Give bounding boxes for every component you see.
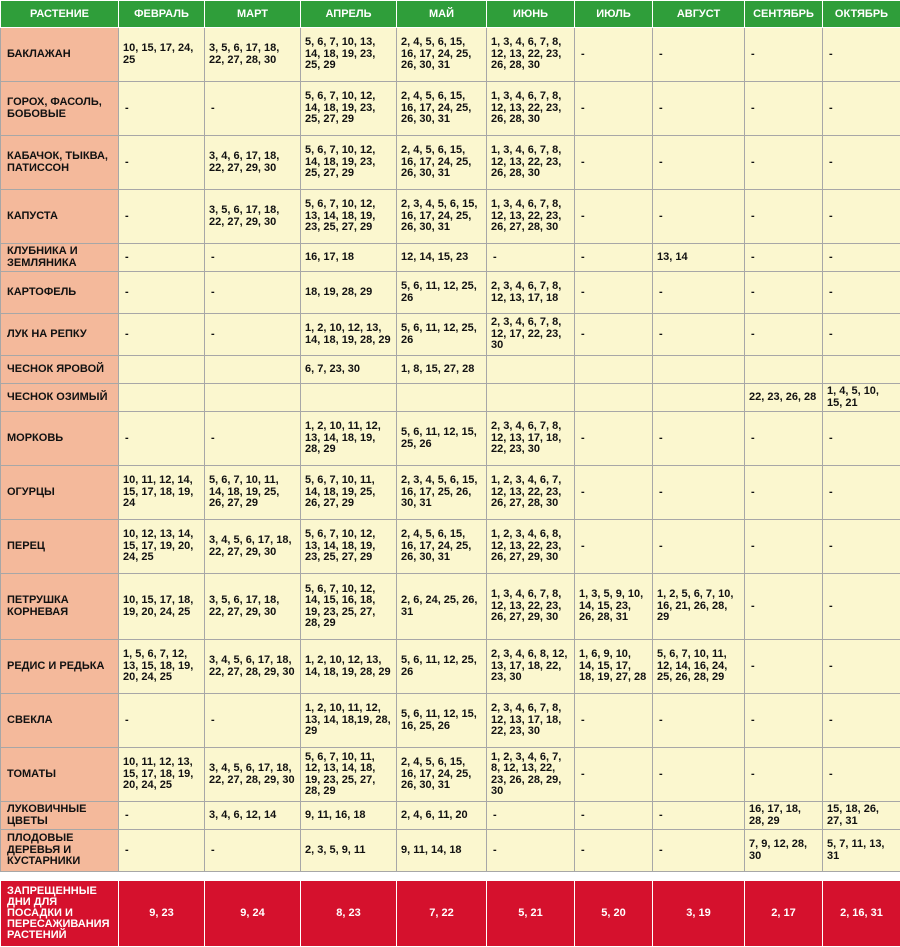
planting-days-cell: - bbox=[487, 244, 575, 272]
planting-days-cell: - bbox=[575, 272, 653, 314]
planting-days-cell: 2, 3, 4, 6, 7, 8, 12, 13, 17, 18, 22, 23, 30 bbox=[487, 412, 575, 466]
table-row bbox=[1, 190, 900, 244]
planting-days-cell: 5, 6, 7, 10, 12, 13, 14, 18, 19, 23, 25, 27, 29 bbox=[301, 520, 397, 574]
planting-days-cell: 2, 3, 4, 6, 7, 8, 12, 13, 17, 18, 22, 23, 30 bbox=[487, 694, 575, 748]
planting-days-cell: - bbox=[575, 28, 653, 82]
planting-days-cell: 1, 3, 4, 6, 7, 8, 12, 13, 22, 23, 26, 28, 30 bbox=[487, 28, 575, 82]
planting-days-cell: - bbox=[823, 640, 900, 694]
planting-days-cell: - bbox=[653, 520, 745, 574]
planting-days-cell: 1, 3, 4, 6, 7, 8, 12, 13, 22, 23, 26, 28, 30 bbox=[487, 136, 575, 190]
planting-days-cell: 1, 8, 15, 27, 28 bbox=[397, 356, 487, 384]
table-row bbox=[1, 748, 900, 802]
forbidden-days-cell: 9, 24 bbox=[205, 881, 301, 947]
planting-days-cell: 2, 3, 4, 6, 8, 12, 13, 17, 18, 22, 23, 30 bbox=[487, 640, 575, 694]
planting-days-cell: 5, 6, 7, 10, 11, 12, 14, 16, 24, 25, 26, 28, 29 bbox=[653, 640, 745, 694]
planting-days-cell: 22, 23, 26, 28 bbox=[745, 384, 823, 412]
planting-days-cell: - bbox=[823, 412, 900, 466]
planting-days-cell: - bbox=[823, 314, 900, 356]
planting-days-cell: - bbox=[653, 694, 745, 748]
table-row bbox=[1, 244, 900, 272]
planting-days-cell: - bbox=[119, 136, 205, 190]
planting-days-cell: - bbox=[823, 28, 900, 82]
planting-days-cell: - bbox=[653, 412, 745, 466]
planting-days-cell bbox=[205, 356, 301, 384]
plant-name: ЧЕСНОК ЯРОВОЙ bbox=[1, 356, 119, 384]
header-month: ИЮЛЬ bbox=[575, 1, 653, 28]
planting-days-cell: - bbox=[823, 82, 900, 136]
planting-days-cell: - bbox=[745, 244, 823, 272]
planting-days-cell: 5, 6, 7, 10, 12, 14, 15, 16, 18, 19, 23, 25, 27, 28, 29 bbox=[301, 574, 397, 640]
planting-days-cell: - bbox=[745, 272, 823, 314]
planting-days-cell: - bbox=[653, 830, 745, 872]
table-row bbox=[1, 574, 900, 640]
planting-days-cell: 3, 5, 6, 17, 18, 22, 27, 29, 30 bbox=[205, 574, 301, 640]
planting-days-cell: - bbox=[575, 694, 653, 748]
planting-days-cell: - bbox=[119, 412, 205, 466]
planting-days-cell: 1, 2, 10, 12, 13, 14, 18, 19, 28, 29 bbox=[301, 314, 397, 356]
table-row bbox=[1, 384, 900, 412]
planting-days-cell: 5, 6, 7, 10, 12, 14, 18, 19, 23, 25, 27, 29 bbox=[301, 136, 397, 190]
plant-name: ОГУРЦЫ bbox=[1, 466, 119, 520]
planting-days-cell: 2, 3, 4, 6, 7, 8, 12, 17, 22, 23, 30 bbox=[487, 314, 575, 356]
forbidden-days-cell: 7, 22 bbox=[397, 881, 487, 947]
planting-days-cell: - bbox=[745, 82, 823, 136]
plant-name: ЧЕСНОК ОЗИМЫЙ bbox=[1, 384, 119, 412]
planting-days-cell: - bbox=[205, 830, 301, 872]
planting-days-cell: - bbox=[119, 802, 205, 830]
forbidden-days-cell: 2, 17 bbox=[745, 881, 823, 947]
planting-days-cell: - bbox=[487, 830, 575, 872]
planting-days-cell: - bbox=[205, 314, 301, 356]
plant-name: ПЕТРУШКА КОРНЕВАЯ bbox=[1, 574, 119, 640]
planting-days-cell: - bbox=[823, 466, 900, 520]
plant-name: КАПУСТА bbox=[1, 190, 119, 244]
plant-name: ЛУК НА РЕПКУ bbox=[1, 314, 119, 356]
planting-days-cell: 1, 3, 5, 9, 10, 14, 15, 23, 26, 28, 31 bbox=[575, 574, 653, 640]
table-row bbox=[1, 136, 900, 190]
planting-days-cell: - bbox=[823, 574, 900, 640]
planting-days-cell: 5, 6, 11, 12, 25, 26 bbox=[397, 272, 487, 314]
planting-days-cell: 9, 11, 14, 18 bbox=[397, 830, 487, 872]
plant-name: ПЕРЕЦ bbox=[1, 520, 119, 574]
planting-days-cell: 1, 4, 5, 10, 15, 21 bbox=[823, 384, 900, 412]
planting-days-cell: 1, 2, 3, 4, 6, 7, 8, 12, 13, 22, 23, 26, 28, 29, 30 bbox=[487, 748, 575, 802]
planting-days-cell: 10, 15, 17, 18, 19, 20, 24, 25 bbox=[119, 574, 205, 640]
planting-days-cell: - bbox=[205, 694, 301, 748]
planting-days-cell: - bbox=[575, 802, 653, 830]
planting-days-cell: 2, 4, 5, 6, 15, 16, 17, 24, 25, 26, 30, 31 bbox=[397, 82, 487, 136]
planting-days-cell bbox=[653, 384, 745, 412]
planting-days-cell: 5, 6, 11, 12, 25, 26 bbox=[397, 640, 487, 694]
plant-name: СВЕКЛА bbox=[1, 694, 119, 748]
planting-days-cell: - bbox=[119, 82, 205, 136]
planting-days-cell: - bbox=[575, 830, 653, 872]
table-row bbox=[1, 802, 900, 830]
planting-days-cell: - bbox=[205, 244, 301, 272]
planting-days-cell: - bbox=[745, 466, 823, 520]
forbidden-days-row bbox=[1, 881, 900, 947]
planting-days-cell: 2, 4, 5, 6, 15, 16, 17, 24, 25, 26, 30, 31 bbox=[397, 748, 487, 802]
forbidden-days-cell: 3, 19 bbox=[653, 881, 745, 947]
table-row bbox=[1, 520, 900, 574]
spacer-row bbox=[1, 872, 900, 881]
planting-days-cell: 1, 3, 4, 6, 7, 8, 12, 13, 22, 23, 26, 27, 28, 30 bbox=[487, 190, 575, 244]
planting-days-cell: 3, 4, 6, 17, 18, 22, 27, 29, 30 bbox=[205, 136, 301, 190]
planting-days-cell: - bbox=[575, 412, 653, 466]
plant-name: ЛУКОВИЧНЫЕ ЦВЕТЫ bbox=[1, 802, 119, 830]
planting-days-cell: 3, 4, 5, 6, 17, 18, 22, 27, 28, 29, 30 bbox=[205, 748, 301, 802]
planting-days-cell: 2, 6, 24, 25, 26, 31 bbox=[397, 574, 487, 640]
forbidden-days-cell: 5, 21 bbox=[487, 881, 575, 947]
plant-name: ГОРОХ, ФАСОЛЬ, БОБОВЫЕ bbox=[1, 82, 119, 136]
planting-days-cell: - bbox=[745, 574, 823, 640]
planting-days-cell: - bbox=[575, 136, 653, 190]
planting-days-cell: 5, 6, 11, 12, 15, 25, 26 bbox=[397, 412, 487, 466]
planting-days-cell: - bbox=[745, 520, 823, 574]
planting-days-cell: 5, 6, 11, 12, 15, 16, 25, 26 bbox=[397, 694, 487, 748]
planting-days-cell: - bbox=[119, 830, 205, 872]
planting-days-cell: 3, 5, 6, 17, 18, 22, 27, 28, 30 bbox=[205, 28, 301, 82]
planting-days-cell: 1, 6, 9, 10, 14, 15, 17, 18, 19, 27, 28 bbox=[575, 640, 653, 694]
table-row bbox=[1, 830, 900, 872]
table-row bbox=[1, 466, 900, 520]
planting-days-cell: - bbox=[575, 466, 653, 520]
planting-days-cell: - bbox=[653, 272, 745, 314]
planting-days-cell: - bbox=[745, 694, 823, 748]
planting-days-cell: 5, 6, 7, 10, 12, 13, 14, 18, 19, 23, 25, 27, 29 bbox=[301, 190, 397, 244]
spacer-cell bbox=[1, 872, 900, 881]
planting-days-cell bbox=[487, 356, 575, 384]
planting-days-cell: - bbox=[745, 314, 823, 356]
planting-days-cell: - bbox=[119, 244, 205, 272]
planting-days-cell: - bbox=[119, 272, 205, 314]
forbidden-days-cell: 9, 23 bbox=[119, 881, 205, 947]
planting-days-cell: 1, 2, 3, 4, 6, 7, 12, 13, 22, 23, 26, 27, 28, 30 bbox=[487, 466, 575, 520]
table-row bbox=[1, 82, 900, 136]
planting-days-cell: 3, 4, 5, 6, 17, 18, 22, 27, 29, 30 bbox=[205, 520, 301, 574]
table-row bbox=[1, 28, 900, 82]
plant-name: РЕДИС И РЕДЬКА bbox=[1, 640, 119, 694]
planting-days-cell: - bbox=[745, 136, 823, 190]
planting-days-cell: 18, 19, 28, 29 bbox=[301, 272, 397, 314]
planting-days-cell: 2, 4, 5, 6, 15, 16, 17, 24, 25, 26, 30, 31 bbox=[397, 520, 487, 574]
planting-days-cell: - bbox=[745, 190, 823, 244]
planting-days-cell: - bbox=[823, 244, 900, 272]
planting-days-cell bbox=[119, 356, 205, 384]
planting-days-cell: - bbox=[575, 748, 653, 802]
planting-days-cell: 2, 4, 6, 11, 20 bbox=[397, 802, 487, 830]
planting-days-cell: - bbox=[823, 694, 900, 748]
planting-days-cell: 2, 3, 4, 6, 7, 8, 12, 13, 17, 18 bbox=[487, 272, 575, 314]
header-month: ФЕВРАЛЬ bbox=[119, 1, 205, 28]
planting-days-cell: - bbox=[653, 802, 745, 830]
planting-days-cell: - bbox=[119, 314, 205, 356]
planting-days-cell: - bbox=[575, 82, 653, 136]
planting-days-cell: 5, 6, 11, 12, 25, 26 bbox=[397, 314, 487, 356]
planting-days-cell: - bbox=[575, 190, 653, 244]
planting-days-cell bbox=[301, 384, 397, 412]
planting-days-cell: 9, 11, 16, 18 bbox=[301, 802, 397, 830]
planting-days-cell: 3, 4, 5, 6, 17, 18, 22, 27, 28, 29, 30 bbox=[205, 640, 301, 694]
planting-days-cell bbox=[653, 356, 745, 384]
planting-days-cell: 5, 6, 7, 10, 12, 14, 18, 19, 23, 25, 27, 29 bbox=[301, 82, 397, 136]
table-row bbox=[1, 314, 900, 356]
planting-days-cell: 5, 6, 7, 10, 11, 14, 18, 19, 25, 26, 27, 29 bbox=[205, 466, 301, 520]
planting-days-cell: 5, 6, 7, 10, 11, 12, 13, 14, 18, 19, 23, 25, 27, 28, 29 bbox=[301, 748, 397, 802]
planting-days-cell bbox=[575, 356, 653, 384]
planting-days-cell: 1, 2, 5, 6, 7, 10, 16, 21, 26, 28, 29 bbox=[653, 574, 745, 640]
planting-days-cell bbox=[397, 384, 487, 412]
header-month: МАРТ bbox=[205, 1, 301, 28]
planting-days-cell: - bbox=[205, 412, 301, 466]
planting-days-cell: - bbox=[653, 466, 745, 520]
planting-days-cell: - bbox=[823, 272, 900, 314]
planting-days-cell bbox=[823, 356, 900, 384]
plant-name: ПЛОДОВЫЕ ДЕРЕВЬЯ И КУСТАРНИКИ bbox=[1, 830, 119, 872]
planting-days-cell: 1, 2, 10, 11, 12, 13, 14, 18, 19, 28, 29 bbox=[301, 412, 397, 466]
planting-days-cell: 6, 7, 23, 30 bbox=[301, 356, 397, 384]
table-row bbox=[1, 356, 900, 384]
planting-days-cell: 1, 3, 4, 6, 7, 8, 12, 13, 22, 23, 26, 27, 29, 30 bbox=[487, 574, 575, 640]
planting-days-cell: - bbox=[119, 694, 205, 748]
planting-days-cell: 15, 18, 26, 27, 31 bbox=[823, 802, 900, 830]
plant-name: ТОМАТЫ bbox=[1, 748, 119, 802]
planting-days-cell: 7, 9, 12, 28, 30 bbox=[745, 830, 823, 872]
planting-days-cell: - bbox=[653, 190, 745, 244]
planting-days-cell: 5, 6, 7, 10, 13, 14, 18, 19, 23, 25, 29 bbox=[301, 28, 397, 82]
planting-days-cell: 2, 3, 5, 9, 11 bbox=[301, 830, 397, 872]
planting-days-cell: - bbox=[823, 748, 900, 802]
planting-days-cell: - bbox=[575, 314, 653, 356]
planting-days-cell: 1, 2, 10, 11, 12, 13, 14, 18,19, 28, 29 bbox=[301, 694, 397, 748]
header-month: АВГУСТ bbox=[653, 1, 745, 28]
planting-days-cell: 2, 3, 4, 5, 6, 15, 16, 17, 24, 25, 26, 30, 31 bbox=[397, 190, 487, 244]
plant-name: КАРТОФЕЛЬ bbox=[1, 272, 119, 314]
header-plant: РАСТЕНИЕ bbox=[1, 1, 119, 28]
planting-days-cell: 5, 7, 11, 13, 31 bbox=[823, 830, 900, 872]
planting-days-cell: 16, 17, 18, 28, 29 bbox=[745, 802, 823, 830]
planting-days-cell: 1, 2, 10, 12, 13, 14, 18, 19, 28, 29 bbox=[301, 640, 397, 694]
planting-days-cell: 10, 15, 17, 24, 25 bbox=[119, 28, 205, 82]
planting-days-cell: 1, 5, 6, 7, 12, 13, 15, 18, 19, 20, 24, 25 bbox=[119, 640, 205, 694]
planting-days-cell: - bbox=[653, 314, 745, 356]
table-body bbox=[1, 28, 900, 872]
planting-days-cell: - bbox=[653, 82, 745, 136]
table-row bbox=[1, 272, 900, 314]
plant-name: МОРКОВЬ bbox=[1, 412, 119, 466]
planting-days-cell: - bbox=[653, 28, 745, 82]
planting-days-cell: 16, 17, 18 bbox=[301, 244, 397, 272]
planting-days-cell: 13, 14 bbox=[653, 244, 745, 272]
header-month: ИЮНЬ bbox=[487, 1, 575, 28]
plant-name: КЛУБНИКА И ЗЕМЛЯНИКА bbox=[1, 244, 119, 272]
planting-days-cell bbox=[575, 384, 653, 412]
planting-days-cell: 1, 3, 4, 6, 7, 8, 12, 13, 22, 23, 26, 28, 30 bbox=[487, 82, 575, 136]
planting-days-cell: - bbox=[745, 412, 823, 466]
planting-days-cell: - bbox=[119, 190, 205, 244]
plant-name: КАБАЧОК, ТЫКВА, ПАТИССОН bbox=[1, 136, 119, 190]
header-month: ОКТЯБРЬ bbox=[823, 1, 900, 28]
planting-days-cell: 3, 4, 6, 12, 14 bbox=[205, 802, 301, 830]
planting-days-cell: - bbox=[575, 520, 653, 574]
planting-days-cell: - bbox=[205, 82, 301, 136]
planting-days-cell bbox=[119, 384, 205, 412]
header-month: СЕНТЯБРЬ bbox=[745, 1, 823, 28]
planting-days-cell: 3, 5, 6, 17, 18, 22, 27, 29, 30 bbox=[205, 190, 301, 244]
planting-days-cell: 10, 11, 12, 13, 15, 17, 18, 19, 20, 24, 25 bbox=[119, 748, 205, 802]
header-row bbox=[1, 1, 900, 28]
planting-days-cell: - bbox=[745, 28, 823, 82]
planting-days-cell: 2, 4, 5, 6, 15, 16, 17, 24, 25, 26, 30, 31 bbox=[397, 136, 487, 190]
planting-days-cell: - bbox=[575, 244, 653, 272]
forbidden-days-label: ЗАПРЕЩЕННЫЕ ДНИ ДЛЯ ПОСАДКИ И ПЕРЕСАЖИВАНИЯ РАСТЕНИЙ bbox=[1, 881, 119, 947]
planting-days-cell: 2, 3, 4, 5, 6, 15, 16, 17, 25, 26, 30, 31 bbox=[397, 466, 487, 520]
planting-days-cell: - bbox=[745, 748, 823, 802]
planting-days-cell: - bbox=[487, 802, 575, 830]
planting-days-cell: - bbox=[823, 136, 900, 190]
planting-days-cell: 2, 4, 5, 6, 15, 16, 17, 24, 25, 26, 30, 31 bbox=[397, 28, 487, 82]
planting-days-cell bbox=[745, 356, 823, 384]
planting-days-cell: 1, 2, 3, 4, 6, 8, 12, 13, 22, 23, 26, 27, 29, 30 bbox=[487, 520, 575, 574]
planting-days-cell: - bbox=[823, 190, 900, 244]
header-month: АПРЕЛЬ bbox=[301, 1, 397, 28]
table-row bbox=[1, 412, 900, 466]
forbidden-days-cell: 2, 16, 31 bbox=[823, 881, 900, 947]
plant-name: БАКЛАЖАН bbox=[1, 28, 119, 82]
planting-days-cell: - bbox=[823, 520, 900, 574]
forbidden-days-cell: 5, 20 bbox=[575, 881, 653, 947]
planting-days-cell: 10, 11, 12, 14, 15, 17, 18, 19, 24 bbox=[119, 466, 205, 520]
planting-days-cell: 5, 6, 7, 10, 11, 14, 18, 19, 25, 26, 27, 29 bbox=[301, 466, 397, 520]
header-month: МАЙ bbox=[397, 1, 487, 28]
planting-days-cell: - bbox=[653, 136, 745, 190]
table-row bbox=[1, 694, 900, 748]
planting-days-cell: 12, 14, 15, 23 bbox=[397, 244, 487, 272]
table-row bbox=[1, 640, 900, 694]
planting-days-cell: 10, 12, 13, 14, 15, 17, 19, 20, 24, 25 bbox=[119, 520, 205, 574]
planting-days-cell: - bbox=[205, 272, 301, 314]
planting-days-cell bbox=[487, 384, 575, 412]
planting-days-cell bbox=[205, 384, 301, 412]
planting-days-cell: - bbox=[653, 748, 745, 802]
forbidden-days-cell: 8, 23 bbox=[301, 881, 397, 947]
planting-days-cell: - bbox=[745, 640, 823, 694]
